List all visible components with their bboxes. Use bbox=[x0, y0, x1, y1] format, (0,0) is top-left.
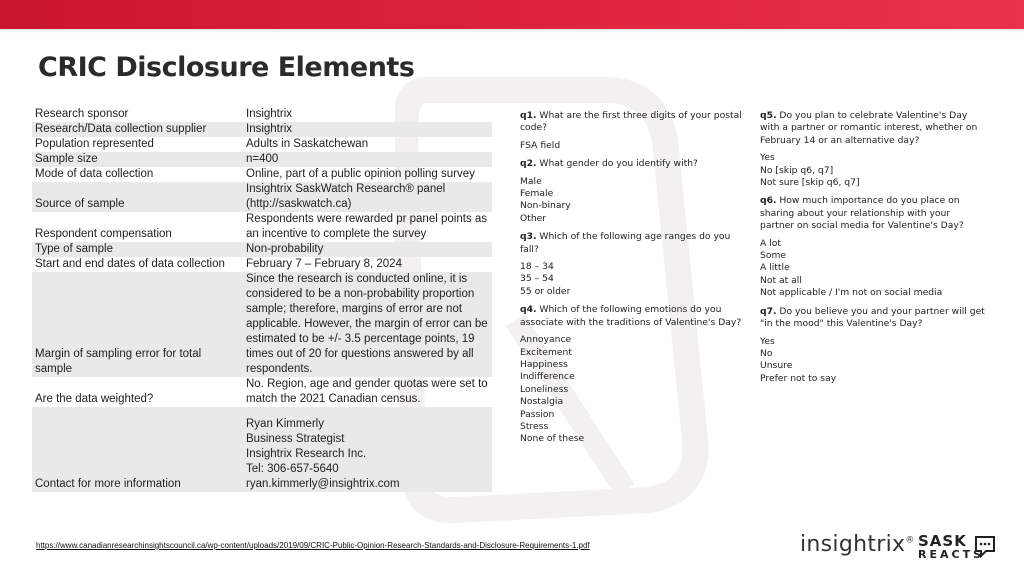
disclosure-label: Margin of sampling error for total sample bbox=[32, 272, 243, 377]
answer-option: Loneliness bbox=[520, 383, 569, 395]
disclosure-value: Insightrix SaskWatch Research® panel (http://saskwatch.ca) bbox=[243, 182, 492, 212]
answer-option: Indifference bbox=[520, 371, 575, 383]
answer-option: 18 – 34 bbox=[520, 261, 554, 273]
disclosure-row bbox=[32, 182, 492, 212]
disclosure-value: Respondents were rewarded pr panel points as an incentive to complete the survey bbox=[246, 213, 488, 240]
speech-bubble-icon bbox=[973, 534, 997, 558]
question-text: q1. What are the first three digits of your postal code? bbox=[520, 110, 742, 134]
answer-options bbox=[520, 176, 750, 226]
disclosure-value: Adults in Saskatchewan bbox=[246, 138, 369, 150]
answer-option: Yes bbox=[760, 152, 775, 164]
disclosure-row bbox=[32, 152, 492, 167]
question-number: q1. bbox=[520, 110, 537, 121]
disclosure-label: Source of sample bbox=[32, 182, 243, 212]
disclosure-row bbox=[32, 407, 492, 492]
question-text: q6. How much importance do you place on sharing about your relationship with your partner on social media for Valentine's Day? bbox=[760, 195, 964, 232]
answer-option: No bbox=[760, 347, 773, 359]
question-text: q4. Which of the following emotions do you associate with the traditions of Valentine's Day? bbox=[520, 304, 742, 328]
questions-column-2 bbox=[760, 110, 985, 391]
disclosure-row bbox=[32, 212, 492, 242]
cric-standards-link[interactable]: https://www.canadianresearchinsightscouncil.ca/wp-content/uploads/2019/09/CRIC-Public-Opinion-Research-Standards-and-Disclosure-Requirements-1.pdf bbox=[36, 541, 590, 550]
answer-option: Female bbox=[520, 188, 554, 200]
disclosure-value: Since the research is conducted online, it is considered to be a non-probability proportion sample; therefore, margins of error are not applicable. However, the margin of error can be estimated to be +/- 3.5 percentage points, 19 times out of 20 for questions answered by all respondents. bbox=[243, 272, 492, 377]
disclosure-value: Non-probability bbox=[243, 242, 492, 257]
disclosure-table bbox=[32, 107, 492, 492]
contact-line: ryan.kimmerly@insightrix.com bbox=[246, 478, 400, 490]
question-number: q6. bbox=[760, 195, 777, 207]
answer-option: Annoyance bbox=[520, 334, 572, 346]
disclosure-label: Start and end dates of data collection bbox=[35, 258, 225, 270]
disclosure-value: February 7 – February 8, 2024 bbox=[246, 258, 402, 270]
disclosure-label: Mode of data collection bbox=[35, 168, 154, 180]
answer-option: 55 or older bbox=[520, 285, 571, 297]
answer-option: Not applicable / I'm not on social media bbox=[760, 287, 943, 299]
disclosure-label: Respondent compensation bbox=[35, 228, 172, 240]
answer-option: Stress bbox=[520, 420, 549, 432]
question-number: q5. bbox=[760, 110, 777, 121]
insightrix-logo bbox=[800, 532, 915, 557]
answer-options bbox=[760, 336, 985, 386]
answer-option: Non-binary bbox=[520, 200, 571, 212]
answer-options bbox=[520, 334, 750, 446]
page-title: CRIC Disclosure Elements bbox=[38, 52, 415, 83]
answer-options bbox=[760, 152, 985, 189]
sask-logo-text: SASK bbox=[918, 532, 967, 550]
disclosure-value: Insightrix bbox=[246, 108, 293, 120]
insightrix-logo-text: insightrix bbox=[800, 532, 906, 557]
contact-line: Ryan Kimmerly bbox=[246, 418, 324, 430]
question-number: q7. bbox=[760, 305, 777, 317]
answer-option: Yes bbox=[760, 335, 775, 347]
disclosure-label: Contact for more information bbox=[32, 407, 243, 492]
disclosure-value: Insightrix bbox=[243, 122, 492, 137]
disclosure-value: n=400 bbox=[243, 152, 492, 167]
disclosure-row bbox=[32, 272, 492, 377]
question-text: q3. Which of the following age ranges do you fall? bbox=[520, 231, 731, 255]
disclosure-row bbox=[32, 257, 492, 272]
answer-option: Happiness bbox=[520, 358, 568, 370]
reacts-logo-text: REACTS bbox=[918, 548, 984, 561]
answer-option: 35 – 54 bbox=[520, 273, 554, 285]
answer-option: A lot bbox=[760, 237, 781, 249]
question-text: q7. Do you believe you and your partner will get "in the mood" this Valentine's Day? bbox=[760, 305, 985, 330]
answer-option: A little bbox=[760, 262, 790, 274]
question-text: q5. Do you plan to celebrate Valentine's Day with a partner or romantic interest, whether on February 14 or an alternative day? bbox=[760, 110, 978, 146]
answer-option: None of these bbox=[520, 433, 585, 445]
answer-options bbox=[520, 261, 750, 298]
disclosure-row bbox=[32, 137, 492, 152]
top-banner-shadow bbox=[0, 29, 1024, 33]
disclosure-label: Research/Data collection supplier bbox=[32, 122, 243, 137]
contact-line: Business Strategist bbox=[246, 433, 345, 445]
disclosure-label: Research sponsor bbox=[35, 108, 129, 120]
answer-option: Some bbox=[760, 250, 787, 262]
disclosure-value: Online, part of a public opinion polling survey bbox=[246, 168, 475, 180]
answer-option: Nostalgia bbox=[520, 396, 564, 408]
disclosure-label: Type of sample bbox=[32, 242, 243, 257]
answer-option: Other bbox=[520, 212, 547, 224]
disclosure-label: Are the data weighted? bbox=[35, 393, 154, 405]
disclosure-value: No. Region, age and gender quotas were set to match the 2021 Canadian census. bbox=[246, 378, 488, 405]
answer-option: FSA field bbox=[520, 139, 561, 151]
answer-option: Excitement bbox=[520, 346, 572, 358]
question-number: q3. bbox=[520, 231, 537, 243]
disclosure-row bbox=[32, 242, 492, 257]
answer-option: Not at all bbox=[760, 274, 802, 286]
answer-options bbox=[520, 140, 750, 152]
disclosure-row bbox=[32, 377, 492, 407]
answer-options bbox=[760, 238, 985, 300]
registered-mark: ® bbox=[905, 535, 915, 546]
contact-line: Tel: 306-657-5640 bbox=[246, 463, 339, 475]
answer-option: Unsure bbox=[760, 360, 793, 372]
disclosure-row bbox=[32, 107, 492, 122]
answer-option: Passion bbox=[520, 408, 555, 420]
contact-line: Insightrix Research Inc. bbox=[246, 448, 367, 460]
answer-option: Not sure [skip q6, q7] bbox=[760, 177, 860, 189]
disclosure-row bbox=[32, 122, 492, 137]
answer-option: Male bbox=[520, 175, 542, 187]
disclosure-row bbox=[32, 167, 492, 182]
disclosure-label: Sample size bbox=[32, 152, 243, 167]
top-banner bbox=[0, 0, 1024, 29]
disclosure-label: Population represented bbox=[35, 138, 154, 150]
questions-column-1 bbox=[520, 110, 750, 452]
disclosure-value bbox=[243, 407, 492, 492]
question-number: q4. bbox=[520, 304, 537, 316]
question-text: q2. What gender do you identify with? bbox=[520, 158, 698, 170]
answer-option: Prefer not to say bbox=[760, 372, 837, 384]
answer-option: No [skip q6, q7] bbox=[760, 164, 834, 176]
question-number: q2. bbox=[520, 158, 537, 170]
